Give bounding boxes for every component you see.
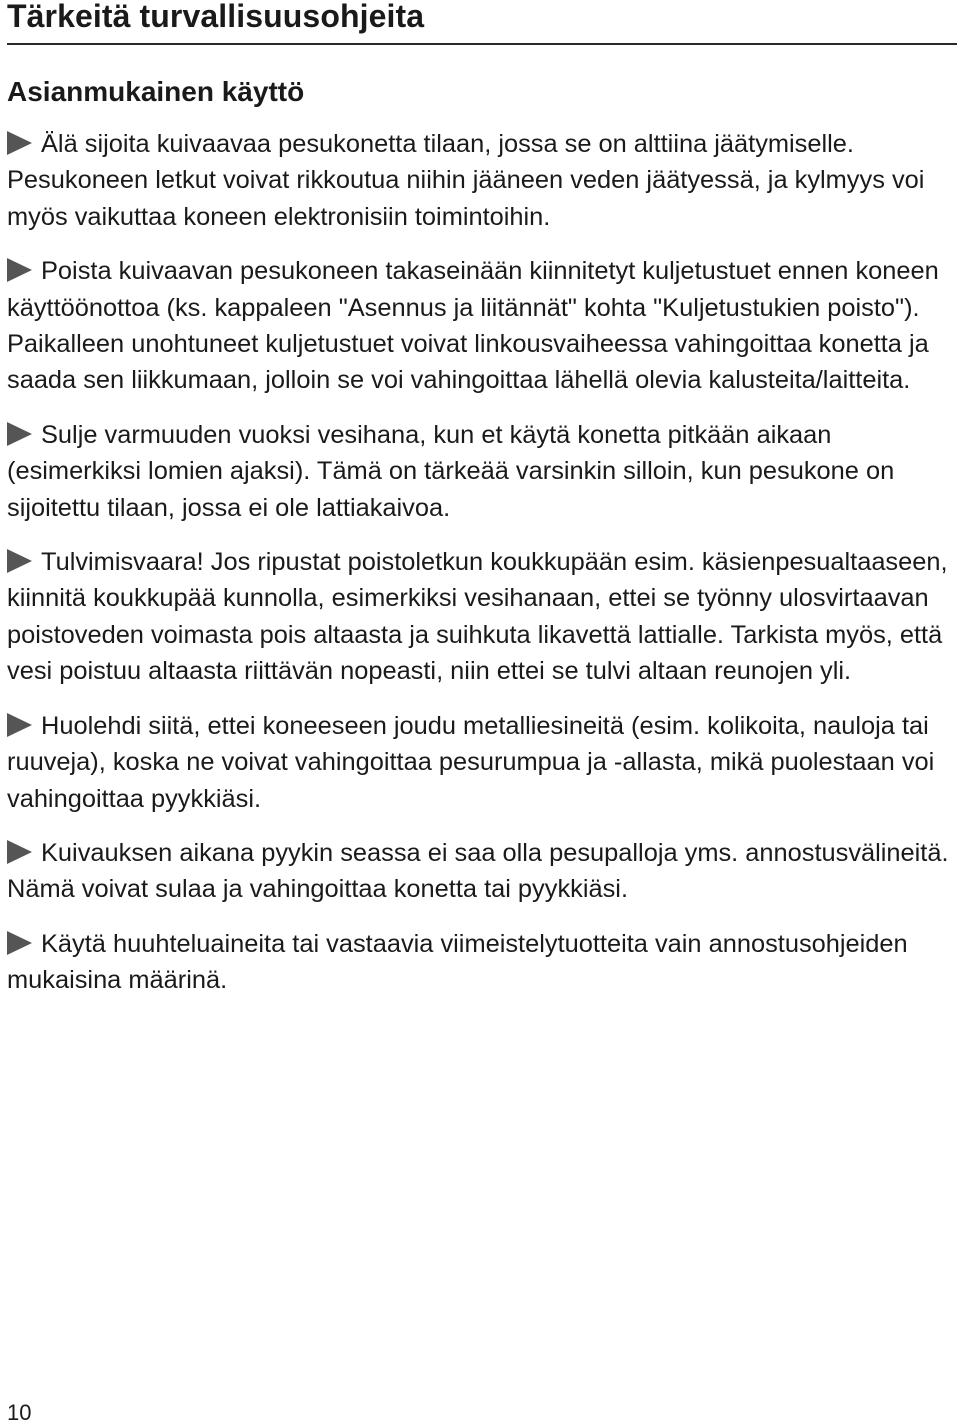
instruction-item: [7, 253, 953, 399]
instruction-item: [7, 708, 953, 817]
triangle-right-icon: [7, 931, 32, 955]
page-number: 10: [7, 1400, 32, 1425]
instruction-text: Poista kuivaavan pesukoneen takaseinään kiinnitetyt kuljetustuet ennen koneen käyttöönottoa (ks. kappaleen "Asennus ja liitännät" kohta "Kuljetustukien poisto"). Paikalleen unohtuneet kuljetustuet voivat linkousvaiheessa vahingoittaa konetta ja saada sen liikkumaan, jolloin se voi vahingoittaa lähellä olevia kalusteita/laitteita.: [7, 257, 939, 395]
instruction-text: Sulje varmuuden vuoksi vesihana, kun et käytä konetta pitkään aikaan (esimerkiksi lomien ajaksi). Tämä on tärkeää varsinkin silloin, kun pesukone on sijoitettu tilaan, jossa ei ole lattiakaivoa.: [7, 420, 895, 522]
triangle-right-icon: [7, 131, 32, 155]
instruction-text: Älä sijoita kuivaavaa pesukonetta tilaan, jossa se on alttiina jäätymiselle. Pesukoneen letkut voivat rikkoutua niihin jääneen veden jäätyessä, ja kylmyys voi myös vaikuttaa koneen elektronisiin toimintoihin.: [7, 130, 925, 231]
instruction-item: [7, 417, 953, 526]
instruction-text: Kuivauksen aikana pyykin seassa ei saa olla pesupalloja yms. annostusvälineitä. Nämä voivat sulaa ja vahingoittaa konetta tai pyykkiäsi.: [7, 838, 949, 904]
instruction-text: Käytä huuhteluaineita tai vastaavia viimeistelytuotteita vain annostusohjeiden mukaisina määrinä.: [7, 929, 908, 995]
triangle-right-icon: [7, 840, 32, 864]
triangle-right-icon: [7, 258, 32, 282]
instruction-item: [7, 544, 953, 690]
title-divider: [7, 43, 957, 45]
instructions-list: [7, 126, 953, 999]
instruction-item: [7, 126, 953, 235]
triangle-right-icon: [7, 549, 32, 573]
instruction-text: Tulvimisvaara! Jos ripustat poistoletkun koukkupään esim. käsienpesualtaaseen, kiinnitä koukkupää kunnolla, esimerkiksi vesihanaan, ettei se työnny ulosvirtaavan poistoveden voimasta pois altaasta ja suihkuta likavettä lattialle. Tarkista myös, että vesi poistuu altaasta riittävän nopeasti, niin ettei se tulvi altaan reunojen yli.: [7, 548, 948, 686]
instruction-item: [7, 926, 953, 999]
instruction-item: [7, 835, 953, 908]
triangle-right-icon: [7, 422, 32, 446]
page-title: Tärkeitä turvallisuusohjeita: [7, 0, 425, 34]
triangle-right-icon: [7, 713, 32, 737]
instruction-text: Huolehdi siitä, ettei koneeseen joudu metalliesineitä (esim. kolikoita, nauloja tai ruuveja), koska ne voivat vahingoittaa pesurumpua ja -allasta, mikä puolestaan voi vahingoittaa pyykkiäsi.: [7, 711, 935, 813]
section-heading: Asianmukainen käyttö: [7, 76, 305, 107]
